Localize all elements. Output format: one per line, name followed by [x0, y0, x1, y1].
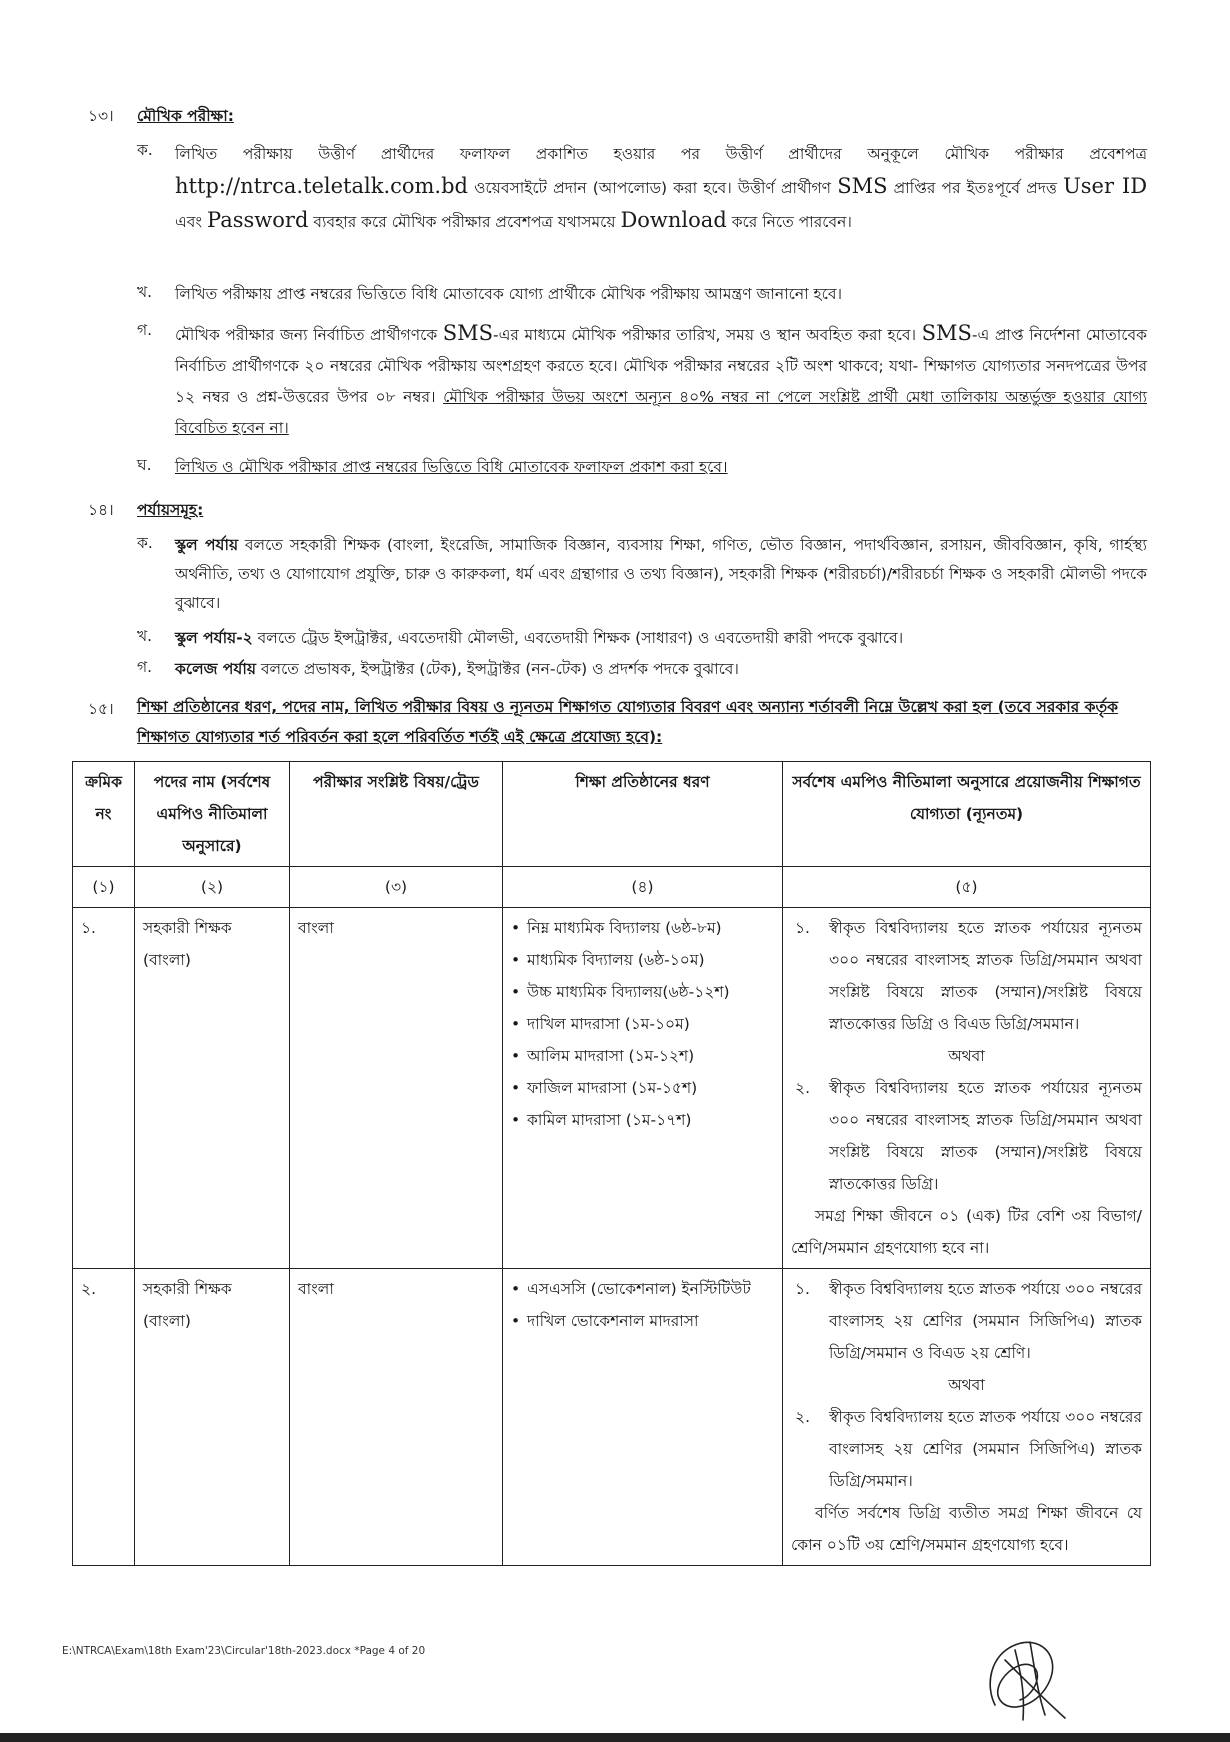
footer-file-path: E:\NTRCA\Exam\18th Exam'23\Circular'18th-2023.docx *Page 4 of 20 [62, 1645, 426, 1657]
section-15-number: ১৫। [88, 700, 114, 718]
row-institutions [503, 908, 783, 1269]
header-qualification: সর্বশেষ এমপিও নীতিমালা অনুসারে প্রয়োজনীয় শিক্ষাগত যোগ্যতা (ন্যূনতম) [783, 762, 1151, 867]
item-label: ক. [137, 141, 153, 159]
signature-icon [975, 1630, 1075, 1725]
row-serial: ১. [73, 908, 135, 1269]
section-13-number: ১৩। [88, 107, 114, 125]
institution-item: • এসএসসি (ভোকেশনাল) ইনস্টিটিউট [511, 1273, 774, 1305]
table-row [73, 1269, 1151, 1566]
institution-item: • দাখিল ভোকেশনাল মাদরাসা [511, 1305, 774, 1337]
header-serial: ক্রমিক নং [73, 762, 135, 867]
institution-item: • দাখিল মাদরাসা (১ম-১০ম) [511, 1008, 774, 1040]
header-institution: শিক্ষা প্রতিষ্ঠানের ধরণ [503, 762, 783, 867]
qualification-table [72, 761, 1151, 1566]
page-bottom-edge [0, 1733, 1230, 1742]
section-14-heading: পর্যায়সমূহ: [137, 501, 204, 519]
row-post: সহকারী শিক্ষক (বাংলা) [135, 908, 290, 1269]
row-qualification: ১. স্বীকৃত বিশ্ববিদ্যালয় হতে স্নাতক পর্যায়ে ৩০০ নম্বরের বাংলাসহ ২য় শ্রেণির (সমমান সিজিপিএ) স্নাতক ডিগ্রি/সমমান ও বিএড ২য় শ্রেণি। অথবা ২. স্বীকৃত বিশ্ববিদ্যালয় হতে স্নাতক পর্যায়ে ৩০০ নম্বরের বাংলাসহ ২য় শ্রেণির (সমমান সিজিপিএ) স্নাতক ডিগ্রি/সমমান। বর্ণিত সর্বশেষ ডিগ্রি ব্যতীত সমগ্র শিক্ষা জীবনে যে কোন ০১টি ৩য় শ্রেণি/সমমান গ্রহণযোগ্য হবে। [783, 1269, 1151, 1566]
institution-item: • উচ্চ মাধ্যমিক বিদ্যালয়(৬ষ্ঠ-১২শ) [511, 976, 774, 1008]
table-header-row [73, 762, 1151, 867]
row-post: সহকারী শিক্ষক (বাংলা) [135, 1269, 290, 1566]
institution-item: • মাধ্যমিক বিদ্যালয় (৬ষ্ঠ-১০ম) [511, 944, 774, 976]
institution-item: • নিম্ন মাধ্যমিক বিদ্যালয় (৬ষ্ঠ-৮ম) [511, 912, 774, 944]
institution-item: • আলিম মাদরাসা (১ম-১২শ) [511, 1040, 774, 1072]
website-url: http://ntrca.teletalk.com.bd [175, 174, 468, 198]
header-post: পদের নাম (সর্বশেষ এমপিও নীতিমালা অনুসারে) [135, 762, 290, 867]
table-row [73, 908, 1151, 1269]
section-15-heading: শিক্ষা প্রতিষ্ঠানের ধরণ, পদের নাম, লিখিত পরীক্ষার বিষয় ও ন্যূনতম শিক্ষাগত যোগ্যতার বিবরণ এবং অন্যান্য শর্তাবলী নিম্নে উল্লেখ করা হল (তবে সরকার কর্তৃক শিক্ষাগত যোগ্যতার শর্ত পরিবর্তন করা হলে পরিবর্তিত শর্তই এই ক্ষেত্রে প্রযোজ্য হবে): [137, 698, 1118, 746]
row-qualification: ১. স্বীকৃত বিশ্ববিদ্যালয় হতে স্নাতক পর্যায়ের ন্যূনতম ৩০০ নম্বরের বাংলাসহ স্নাতক ডিগ্রি/সমমান অথবা সংশ্লিষ্ট বিষয়ে স্নাতক (সম্মান)/সংশ্লিষ্ট বিষয়ে স্নাতকোত্তর ডিগ্রি ও বিএড ডিগ্রি/সমমান। অথবা ২. স্বীকৃত বিশ্ববিদ্যালয় হতে স্নাতক পর্যায়ের ন্যূনতম ৩০০ নম্বরের বাংলাসহ স্নাতক ডিগ্রি/সমমান অথবা সংশ্লিষ্ট বিষয়ে স্নাতক (সম্মান)/সংশ্লিষ্ট বিষয়ে স্নাতকোত্তর ডিগ্রি। সমগ্র শিক্ষা জীবনে ০১ (এক) টির বেশি ৩য় বিভাগ/শ্রেণি/সমমান গ্রহণযোগ্য হবে না। [783, 908, 1151, 1269]
row-institutions [503, 1269, 783, 1566]
header-subject: পরীক্ষার সংশ্লিষ্ট বিষয়/ট্রেড [290, 762, 503, 867]
table-column-number-row: (১) (২) (৩) (৪) (৫) [73, 867, 1151, 908]
institution-item: • কামিল মাদরাসা (১ম-১৭শ) [511, 1104, 774, 1136]
section-14-number: ১৪। [88, 501, 114, 519]
row-subject: বাংলা [290, 908, 503, 1269]
underlined-condition: মৌখিক পরীক্ষার উভয় অংশে অন্যূন ৪০% নম্বর না পেলে সংশ্লিষ্ট প্রার্থী মেধা তালিকায় অন্তর্ভুক্ত হওয়ার যোগ্য বিবেচিত হবেন না। [175, 388, 1147, 437]
row-subject: বাংলা [290, 1269, 503, 1566]
institution-item: • ফাজিল মাদরাসা (১ম-১৫শ) [511, 1072, 774, 1104]
row-serial: ২. [73, 1269, 135, 1566]
section-13-heading: মৌখিক পরীক্ষা: [137, 107, 234, 125]
